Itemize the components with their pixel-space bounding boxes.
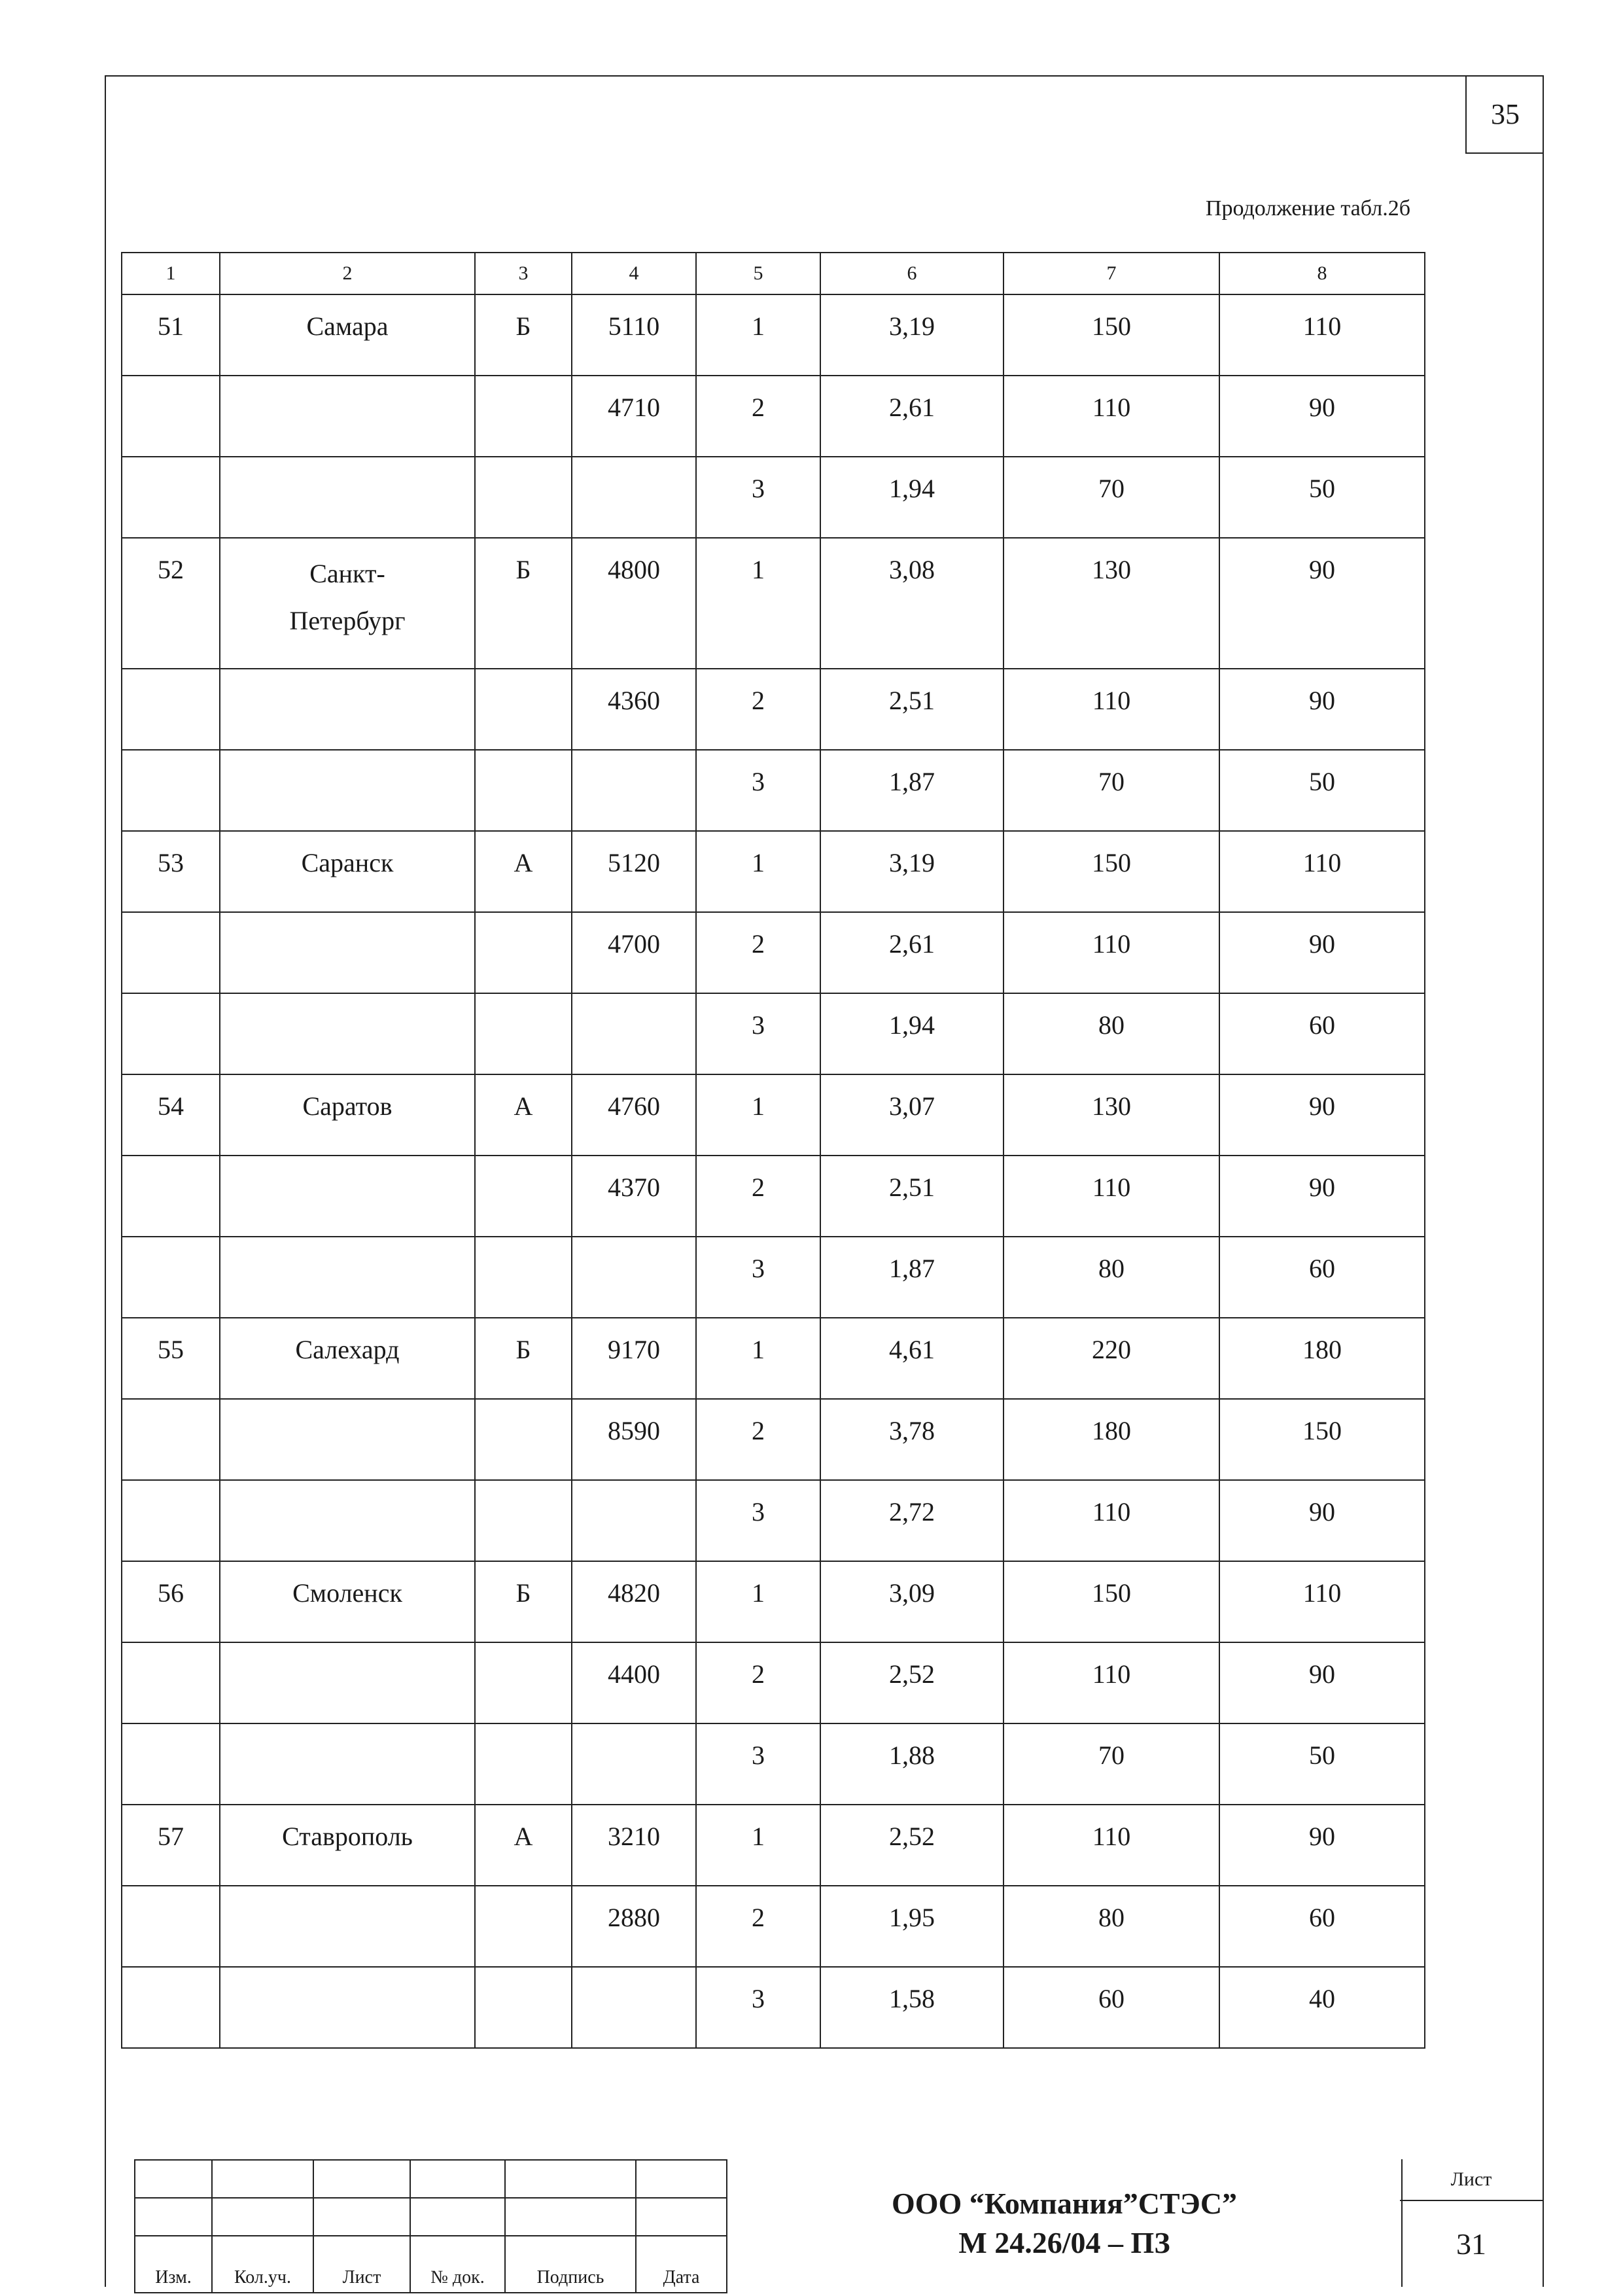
header-row — [122, 253, 1425, 294]
column-header-7: 7 — [1003, 253, 1219, 294]
table-cell: 1 — [696, 1805, 820, 1886]
table-row — [122, 457, 1425, 538]
table-cell: 90 — [1219, 912, 1425, 993]
table-row — [122, 538, 1425, 669]
table-cell: 150 — [1003, 831, 1219, 912]
table-cell — [220, 1237, 475, 1318]
table-cell: 1,94 — [820, 993, 1003, 1074]
table-cell — [122, 1967, 220, 2048]
table-cell: 1,87 — [820, 750, 1003, 831]
table-cell: Ставрополь — [220, 1805, 475, 1886]
table-cell: 2 — [696, 376, 820, 457]
table-cell — [572, 750, 696, 831]
table-cell: 110 — [1003, 1642, 1219, 1723]
table-cell — [475, 750, 572, 831]
table-cell: 3210 — [572, 1805, 696, 1886]
table-cell: А — [475, 1074, 572, 1156]
table-cell — [220, 669, 475, 750]
table-cell: 8590 — [572, 1399, 696, 1480]
table-cell: 70 — [1003, 457, 1219, 538]
table-cell: 50 — [1219, 750, 1425, 831]
table-cell: 2880 — [572, 1886, 696, 1967]
table-cell — [220, 457, 475, 538]
table-cell — [220, 1642, 475, 1723]
table-row — [122, 1561, 1425, 1642]
table-cell — [475, 1967, 572, 2048]
label-list: Лист — [313, 2236, 410, 2293]
table-cell: 110 — [1003, 912, 1219, 993]
table-row — [122, 1399, 1425, 1480]
table-cell — [475, 1156, 572, 1237]
table-cell — [220, 1886, 475, 1967]
table-cell: 90 — [1219, 1642, 1425, 1723]
table-cell — [475, 993, 572, 1074]
table-cell: 4700 — [572, 912, 696, 993]
table-cell — [572, 1237, 696, 1318]
table-cell: 51 — [122, 294, 220, 376]
table-cell: 3,09 — [820, 1561, 1003, 1642]
table-cell: Санкт- Петербург — [220, 538, 475, 669]
table-cell — [122, 1480, 220, 1561]
table-cell: 110 — [1003, 1805, 1219, 1886]
organization-name: ООО “Компания”СТЭС” — [891, 2186, 1238, 2220]
table-cell: 3,08 — [820, 538, 1003, 669]
table-cell: 54 — [122, 1074, 220, 1156]
table-cell: 3,78 — [820, 1399, 1003, 1480]
table-cell: А — [475, 831, 572, 912]
table-cell: 130 — [1003, 1074, 1219, 1156]
table-cell: 50 — [1219, 457, 1425, 538]
table-cell: 2 — [696, 1156, 820, 1237]
table-cell — [475, 669, 572, 750]
table-cell — [122, 1156, 220, 1237]
table-row — [122, 993, 1425, 1074]
table-cell: 1 — [696, 831, 820, 912]
table-cell: 55 — [122, 1318, 220, 1399]
table-cell — [220, 376, 475, 457]
table-cell: 50 — [1219, 1723, 1425, 1805]
table-cell — [220, 1156, 475, 1237]
table-cell: 3,19 — [820, 831, 1003, 912]
column-header-8: 8 — [1219, 253, 1425, 294]
table-cell — [122, 1399, 220, 1480]
table-row — [122, 1480, 1425, 1561]
table-cell: 180 — [1003, 1399, 1219, 1480]
frame-top-border — [105, 75, 1544, 77]
table-row — [122, 912, 1425, 993]
table-cell: 1 — [696, 538, 820, 669]
table-cell — [122, 376, 220, 457]
table-row — [122, 1318, 1425, 1399]
table-cell: 80 — [1003, 1237, 1219, 1318]
table-cell: 2,51 — [820, 669, 1003, 750]
page-number: 35 — [1465, 75, 1544, 154]
table-cell — [572, 1480, 696, 1561]
table-cell: Б — [475, 294, 572, 376]
table-cell: 2 — [696, 1399, 820, 1480]
label-izm: Изм. — [135, 2236, 212, 2293]
table-cell: Самара — [220, 294, 475, 376]
table-cell: 2,61 — [820, 912, 1003, 993]
table-cell — [572, 993, 696, 1074]
table-cell — [122, 1723, 220, 1805]
table-cell: 2 — [696, 1886, 820, 1967]
table-cell: 40 — [1219, 1967, 1425, 2048]
table-cell: 1 — [696, 1074, 820, 1156]
table-cell — [475, 1399, 572, 1480]
table-cell — [475, 1480, 572, 1561]
table-cell — [122, 912, 220, 993]
table-cell: 1,95 — [820, 1886, 1003, 1967]
table-cell — [475, 376, 572, 457]
table-row — [122, 1074, 1425, 1156]
column-header-5: 5 — [696, 253, 820, 294]
table-cell: 110 — [1003, 669, 1219, 750]
table-cell — [122, 993, 220, 1074]
table-cell: Б — [475, 1318, 572, 1399]
table-cell: 5110 — [572, 294, 696, 376]
column-header-2: 2 — [220, 253, 475, 294]
table-cell: 3 — [696, 993, 820, 1074]
label-kol-uch: Кол.уч. — [212, 2236, 313, 2293]
table-cell: 70 — [1003, 1723, 1219, 1805]
table-cell — [220, 750, 475, 831]
table-row — [122, 1805, 1425, 1886]
table-row — [122, 294, 1425, 376]
table-cell: 1,87 — [820, 1237, 1003, 1318]
table-cell — [475, 457, 572, 538]
table-cell: 90 — [1219, 376, 1425, 457]
table-cell: 56 — [122, 1561, 220, 1642]
column-header-4: 4 — [572, 253, 696, 294]
table-cell — [475, 1886, 572, 1967]
table-cell: 80 — [1003, 993, 1219, 1074]
table-cell — [122, 669, 220, 750]
table-cell: Саранск — [220, 831, 475, 912]
table-cell: 3 — [696, 1237, 820, 1318]
table-cell: 4360 — [572, 669, 696, 750]
table-cell: 2,72 — [820, 1480, 1003, 1561]
table-cell — [572, 457, 696, 538]
table-cell: 60 — [1219, 993, 1425, 1074]
table-cell: 4370 — [572, 1156, 696, 1237]
table-row — [122, 1237, 1425, 1318]
table-cell: 1,58 — [820, 1967, 1003, 2048]
table-cell: 57 — [122, 1805, 220, 1886]
table-cell: 5120 — [572, 831, 696, 912]
table-cell — [122, 1642, 220, 1723]
table-row — [122, 1642, 1425, 1723]
table-cell — [122, 750, 220, 831]
table-cell: 2,51 — [820, 1156, 1003, 1237]
column-header-1: 1 — [122, 253, 220, 294]
table-cell: 150 — [1003, 294, 1219, 376]
table-cell: 1 — [696, 294, 820, 376]
frame-right-border — [1543, 75, 1544, 2287]
frame-left-border — [105, 75, 106, 2287]
table-cell: 110 — [1219, 294, 1425, 376]
table-cell: 4400 — [572, 1642, 696, 1723]
table-cell — [220, 1480, 475, 1561]
table-cell — [122, 1237, 220, 1318]
table-cell: 1,94 — [820, 457, 1003, 538]
sheet-label: Лист — [1400, 2159, 1543, 2201]
table-cell: 150 — [1003, 1561, 1219, 1642]
table-cell: 130 — [1003, 538, 1219, 669]
table-row — [122, 1967, 1425, 2048]
table-cell: Б — [475, 1561, 572, 1642]
table-row — [122, 1156, 1425, 1237]
table-row — [122, 831, 1425, 912]
table-cell: 220 — [1003, 1318, 1219, 1399]
table-cell — [122, 457, 220, 538]
table-cell: 2,52 — [820, 1805, 1003, 1886]
table-cell — [220, 912, 475, 993]
table-cell: 90 — [1219, 1805, 1425, 1886]
table-cell: 2 — [696, 1642, 820, 1723]
column-header-3: 3 — [475, 253, 572, 294]
table-cell: 3 — [696, 1967, 820, 2048]
table-cell — [220, 1399, 475, 1480]
table-cell: 2,52 — [820, 1642, 1003, 1723]
table-cell: Саратов — [220, 1074, 475, 1156]
table-cell: 90 — [1219, 1074, 1425, 1156]
label-doc-number: № док. — [410, 2236, 505, 2293]
table-cell: Смоленск — [220, 1561, 475, 1642]
table-cell: Салехард — [220, 1318, 475, 1399]
document-code: М 24.26/04 – ПЗ — [958, 2225, 1170, 2259]
table-cell: 3 — [696, 1723, 820, 1805]
table-cell: 9170 — [572, 1318, 696, 1399]
table-cell: 3 — [696, 750, 820, 831]
table-cell: 110 — [1003, 1156, 1219, 1237]
table-cell: 2 — [696, 912, 820, 993]
table-cell — [475, 1642, 572, 1723]
table-cell: 4800 — [572, 538, 696, 669]
table-cell: 60 — [1219, 1237, 1425, 1318]
table-cell: 70 — [1003, 750, 1219, 831]
table-cell: 1 — [696, 1318, 820, 1399]
title-block-stamp — [134, 2159, 727, 2293]
table-cell: 53 — [122, 831, 220, 912]
table-cell: 180 — [1219, 1318, 1425, 1399]
table-cell: 52 — [122, 538, 220, 669]
table-cell: 110 — [1219, 1561, 1425, 1642]
table-cell — [475, 1237, 572, 1318]
sheet-number: 31 — [1456, 2227, 1486, 2261]
table-cell: А — [475, 1805, 572, 1886]
table-continuation-note: Продолжение табл.2б — [1205, 196, 1410, 221]
table-cell: 2,61 — [820, 376, 1003, 457]
table-row — [122, 376, 1425, 457]
table-cell: 4,61 — [820, 1318, 1003, 1399]
table-cell: 90 — [1219, 1480, 1425, 1561]
table-cell: 1 — [696, 1561, 820, 1642]
table-row — [122, 1723, 1425, 1805]
table-cell: 110 — [1003, 1480, 1219, 1561]
table-row — [122, 669, 1425, 750]
table-cell: 60 — [1003, 1967, 1219, 2048]
table-cell — [475, 912, 572, 993]
table-cell: 4820 — [572, 1561, 696, 1642]
table-cell — [220, 1967, 475, 2048]
table-cell: 150 — [1219, 1399, 1425, 1480]
table-cell: 4710 — [572, 376, 696, 457]
table-row — [122, 750, 1425, 831]
column-header-6: 6 — [820, 253, 1003, 294]
table-cell: 110 — [1219, 831, 1425, 912]
table-cell: 3,19 — [820, 294, 1003, 376]
table-cell — [572, 1723, 696, 1805]
table-cell — [220, 993, 475, 1074]
table-cell: 90 — [1219, 538, 1425, 669]
table-cell: 80 — [1003, 1886, 1219, 1967]
table-cell — [475, 1723, 572, 1805]
table-row — [122, 1886, 1425, 1967]
label-signature: Подпись — [505, 2236, 636, 2293]
table-cell: 60 — [1219, 1886, 1425, 1967]
table-cell — [220, 1723, 475, 1805]
table-cell: 3 — [696, 457, 820, 538]
table-cell — [572, 1967, 696, 2048]
table-cell: 2 — [696, 669, 820, 750]
organization-block — [726, 2159, 1403, 2287]
table-cell: 1,88 — [820, 1723, 1003, 1805]
table-cell: 90 — [1219, 1156, 1425, 1237]
table-cell — [122, 1886, 220, 1967]
table-cell: 90 — [1219, 669, 1425, 750]
table-cell: 4760 — [572, 1074, 696, 1156]
table-header — [122, 253, 1425, 294]
table-cell: 110 — [1003, 376, 1219, 457]
data-table — [121, 252, 1425, 2049]
table-cell: Б — [475, 538, 572, 669]
table-body — [122, 294, 1425, 2048]
label-date: Дата — [636, 2236, 727, 2293]
table-cell: 3,07 — [820, 1074, 1003, 1156]
table-cell: 3 — [696, 1480, 820, 1561]
